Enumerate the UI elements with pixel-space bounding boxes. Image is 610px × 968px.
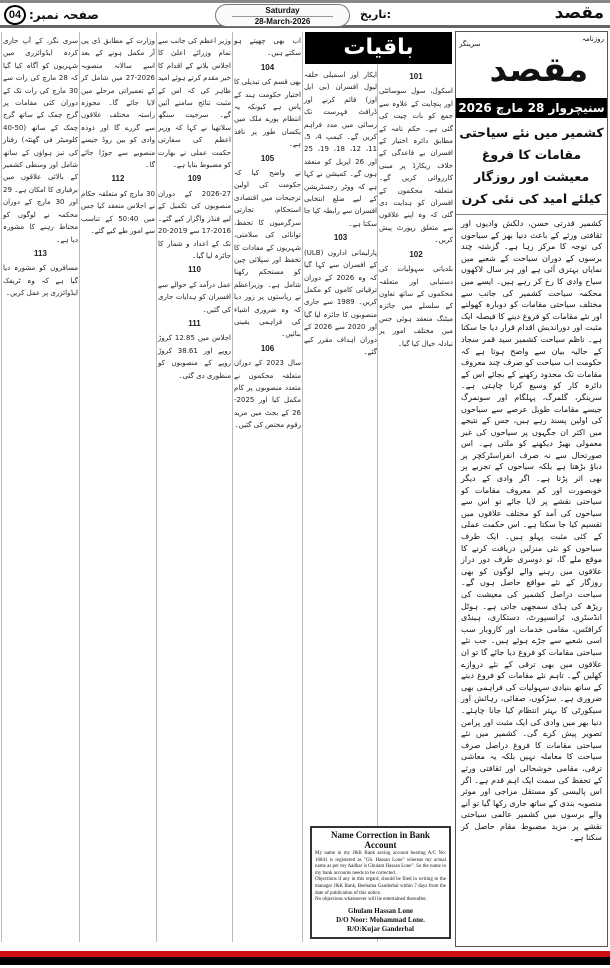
column-text: اب بھی چھپتے ہو سکتے ہیں۔	[234, 37, 301, 58]
column-text: سری نگر، کے آپ جاری کردہ ایڈوائزری میں شہریوں کو آگاہ کیا گیا کہ 28 مارچ کی رات سے 30 مارچ کی رات تک کے دوران کئی مقامات پر گرج چمک کے ساتھ گرج چمک کے ساتھ (50-40 کلومیٹر فی گھنٹہ) رفتار کی تیز ہواؤں کے ساتھ شامل اور وسطی کشمیر کے بالائی علاقوں میں برفباری کا امکان ہے۔ 29 اور 30 مارچ کے دوران محکمہ نے لوگوں کو محتاط رہنے کا مشورہ دیا ہے۔	[3, 37, 79, 244]
column-text: پارلیمانی اداروں (ULB) کے افسران سے کہا گیا کہ وہ 2026 کے دوران ترقیاتی کاموں کو مکمل کریں۔ 1989 سے جاری منصوبوں کا جائزہ لیا گیا اور 2020 سے 2026 کے دوران اہداف مقرر کیے گئے۔	[304, 248, 377, 356]
signature-address: R/O:Kujar Ganderbal	[347, 924, 414, 933]
date: 28-March-2026	[232, 16, 333, 27]
name-correction-notice	[310, 826, 451, 939]
news-column	[304, 69, 377, 358]
headline-line-1: کشمیر میں نئے سیاحتی مقامات کا فروغ	[459, 125, 604, 162]
column-text: وزیر اعظم کی جانب سے تمام وزرائے اعلیٰ کا اجلاس بلانے کے اقدام کا خیر مقدم کرتے ہوئے امید ظاہر کی کہ اس کے مثبت نتائج سامنے آئیں گے۔ سرجیت سنگھ سلاتھیا نے کہا کہ وزیر اعظم کی سفارتی حکمت عملی نے بھارت کو مضبوط بنایا ہے۔	[158, 37, 231, 170]
continuation-number: 112	[111, 174, 125, 184]
masthead-title: مقصد	[489, 50, 589, 90]
column-text: نے واضح کیا کہ حکومت کی اولین ترجیحات میں اقتصادی استحکام، تجارتی سرگرمیوں کا تحفظ، توانائی کی سلامتی، شہریوں کے مفادات کا تحفظ اور سپلائی چین کو مستحکم رکھنا شامل ہے۔ وزیراعظم نے ریاستوں پر زور دیا کہ وہ ضروری اشیاء کی فراہمی یقینی بنائیں۔	[234, 169, 301, 339]
continuation-number: 105	[260, 153, 275, 163]
news-column	[81, 35, 155, 238]
page-number-value: 04	[4, 5, 26, 25]
column-text: اجلاس میں 12.85 کروڑ روپے اور 38.61 کروڑ روپے کے منصوبوں کو منظوری دی گئی۔	[158, 334, 231, 380]
column-divider	[232, 32, 233, 942]
signature-name: Ghulam Hassan Lone	[348, 906, 413, 915]
continuation-number: 111	[188, 318, 201, 328]
news-column	[3, 35, 78, 300]
continuation-number: 102	[409, 249, 423, 259]
notice-paragraph: No objections whatsoever will be entertained thereafter.	[315, 897, 427, 903]
page-number-label: صفحہ نمبر:	[29, 8, 99, 22]
news-column	[379, 69, 453, 350]
column-divider	[79, 32, 80, 942]
continuation-number: 113	[34, 248, 47, 258]
column-text: وزارت کے مطابق ڈی پی آر مکمل ہونے کے بعد اسے سالانہ منصوبہ 2026-27 میں شامل کر کے تعمیراتی مرحلے میں لایا جائے گا۔ مجوزہ راستہ مختلف علاقوں سے گزرے گا اور ذوذہ وادی کو بین روڈ جیسے منصوبے سے جوڑا جائے گا۔	[81, 37, 155, 170]
signature-parent: D/O Noor: Mohammad Lone.	[336, 915, 425, 924]
news-column	[234, 35, 301, 432]
notice-paragraph: Objections if any in this regard, should be filed in writing to the manager J&K Bank, Beehama Ganderbal within 7 days from the date of publication of this notice.	[315, 877, 446, 896]
masthead-daily: روزنامہ	[581, 35, 604, 43]
column-text: سال 2023 کے دوران متعلقہ محکموں نے متعدد منصوبوں پر کام مکمل کیا اور 2025-26 کے بجٹ میں مزید رقوم مختص کی گئیں۔	[234, 359, 301, 430]
baqiyat-banner: باقیات	[305, 32, 452, 64]
logo: مقصد	[554, 3, 604, 23]
page-header	[0, 3, 610, 28]
column-text: 2026-27 کے دوران منصوبوں کی تکمیل کے لیے فنڈز واگزار کیے گئے۔ 2016-17 سے 2019-20 تک کے اعداد و شمار کا جائزہ لیا گیا۔	[158, 189, 231, 260]
page-number	[4, 5, 99, 25]
column-divider	[377, 32, 378, 942]
column-divider	[1, 32, 2, 942]
column-divider	[156, 32, 157, 942]
column-divider	[302, 32, 303, 942]
continuation-number: 109	[187, 174, 202, 184]
lead-editorial	[455, 31, 608, 947]
date-label: تاریخ:	[360, 8, 392, 21]
masthead-date-bar: سنیچروار 28 مارچ 2026	[456, 98, 607, 118]
notice-title: Name Correction in Bank Account	[330, 830, 431, 850]
column-text: اسکول، سول سوسائٹی اور پنچایت کے علاوہ سے جمع کو بات چیت کی گئی ہے۔ حکم نامہ کے مطابق دائرہ اختیار کے افسران بے قاعدگی کے خلاف ریکارڈ پر مبنی کارروائی کریں گے۔ متعلقہ محکموں کے افسران کو ہدایت دی گئی کہ وہ اپنے علاقوں سے متعلق رپورٹ پیش کریں۔	[379, 87, 453, 245]
column-text: ایکار اور اسمبلی حلقہ لیول افسران (بی ایل اوز) قائم کرنے اور ڈرافٹ فہرست تک رسائی میں مدد فراہم کریں گے۔ کیمپ 4، 5، 11، 12، 18، 19، 25 اور 26 اپریل کو منعقد ہوں گے۔ کمیشن نے کہا ہے کہ ووٹر رجسٹریشن کے لیے ضلع انتخابی افسران سے رابطہ کیا جا سکتا ہے۔	[304, 71, 378, 228]
continuation-number: 103	[333, 233, 348, 243]
continuation-number: 106	[260, 343, 275, 353]
masthead	[456, 32, 607, 98]
column-text: بلدیاتی سہولیات کی دستیابی اور متعلقہ محکموں کے ساتھ تعاون کے سلسلے میں جائزہ میٹنگ منعقد ہوئی جس میں مختلف امور پر تبادلہ خیال کیا گیا۔	[379, 265, 453, 348]
headline-line-2: معیشت اور روزگار کیلئے امید کی نئی کرن	[461, 169, 602, 206]
footer-black-bar	[0, 957, 610, 965]
day: Saturday	[265, 6, 300, 15]
column-text: بھی قسم کی تبدیلی کا اختیار حکومت ہند کے پاس ہے کیونکہ یہ انتظام پورے ملک میں یکساں طور پر نافذ ہے۔	[234, 78, 301, 149]
notice-paragraph: My name in my J&K Bank saving account bearing A/C No: 16841 is registered as "Gh. Hassan Lone" whereas my actual name as per my Aadhar is Ghulam Hassan Lone". So the name in my bank accounts needs to be corrected.	[315, 851, 446, 876]
column-text: عمل درآمد کے حوالے سے افسران کو ہدایات جاری کی گئیں۔	[158, 280, 231, 314]
lead-body: کشمیر قدرتی حسن، دلکش وادیوں اور ثقافتی ورثے کے باعث دنیا بھر کے سیاحوں کی توجہ کا مرکز رہا ہے۔ گزشتہ چند برسوں کے دوران سیاحت کے شعبے میں نمایاں بہتری آئی ہے اور ہر سال لاکھوں سیاح وادی کا رخ کر رہے ہیں۔ ایسے میں محکمہ سیاحت کشمیر کی جانب سے مختلف سیاحتی مقامات کو دوبارہ کھولنے اور نئے مقامات کو فروغ دینے کا فیصلہ ایک مثبت اور دوراندیش اقدام قرار دیا جا سکتا ہے۔ ناظم سیاحت کشمیر سید قمر سجاد کے حالیہ بیان سے واضح ہوتا ہے کہ حکومت اب سیاحت کو صرف چند معروف مقامات تک محدود رکھنے کے بجائے اس کے دائرہ کار کو وسیع کرنا چاہتی ہے۔ سرینگر، گلمرگ، پہلگام اور سونمرگ جیسے مقامات طویل عرصے سے سیاحوں کی اولین پسند رہے ہیں، جس کے نتیجے میں اکثر ان جگہوں پر سیاحوں کی غیر معمولی بھیڑ دیکھنے کو ملتی ہے۔ اس صورتحال سے نہ صرف انفراسٹرکچر پر دباؤ بڑھتا ہے بلکہ سیاحوں کے تجربے پر بھی اثر پڑتا ہے۔ اگر وادی کے دیگر خوبصورت اور کم معروف مقامات کو سیاحتی نقشے پر لایا جائے تو اس سے سیاحوں کی آمد کو مختلف علاقوں میں تقسیم کیا جا سکتا ہے۔ اس حکمت عملی کے کئی مثبت پہلو ہیں۔ ایک طرف سیاحوں کو نئی منزلیں دریافت کرنے کا موقع ملے گا، تو دوسری طرف دور دراز علاقوں میں رہنے والے لوگوں کو بھی روزگار کے نئے مواقع حاصل ہوں گے۔ سیاحت دراصل کشمیر کی معیشت کی ریڑھ کی ہڈی سمجھی جاتی ہے۔ ہوٹل انڈسٹری، ٹرانسپورٹ، دستکاری، ہینڈی کرافٹس، مقامی خدمات اور کاروبار سب اسی شعبے سے جڑے ہوئے ہیں۔ جب نئے سیاحتی مقامات کو فروغ دیا جائے گا تو ان علاقوں میں بھی ترقی کے نئے دروازے کھلیں گے۔ تاہم نئے مقامات کو فروغ دینے کے ساتھ بنیادی سہولیات کی فراہمی بھی ضروری ہے۔ سڑکوں، صفائی، رہائش اور سیکورٹی کا بہتر انتظام کیا جانا چاہئے۔ دنیا بھر میں وادی کی ایک مثبت اور پرامن تصویر پیش کرے گی۔ کشمیر میں نئے سیاحتی مقامات کا فروغ دراصل صرف سیاحت کا معاملہ نہیں بلکہ یہ معاشی ترقی، مقامی خوشحالی اور ثقافتی ورثے کے تحفظ کی سمت ایک اہم قدم ہے۔ اگر اس پالیسی کو مستقل مزاجی اور موثر منصوبہ بندی کے ساتھ جاری رکھا گیا تو آنے والے برسوں میں کشمیر عالمی سیاحتی نقشے پر مزید مضبوط مقام حاصل کر سکتا ہے۔	[461, 219, 602, 843]
date-pill	[215, 4, 350, 27]
notice-signature	[315, 907, 446, 934]
continuation-number: 101	[409, 72, 423, 81]
continuation-number: 110	[188, 265, 201, 275]
column-text: 30 مارچ کو متعلقہ حکام نے اجلاس منعقد کیا جس میں 50:40 کے تناسب سے امور طے کیے گئے۔	[81, 189, 155, 236]
column-text: مسافروں کو مشورہ دیا گیا ہے کہ وہ ٹریفک ایڈوائزری پر عمل کریں۔	[3, 264, 78, 298]
lead-headline	[456, 118, 607, 215]
continuation-number: 104	[260, 62, 275, 72]
masthead-city: سرینگر	[459, 40, 481, 48]
news-column	[158, 35, 231, 382]
